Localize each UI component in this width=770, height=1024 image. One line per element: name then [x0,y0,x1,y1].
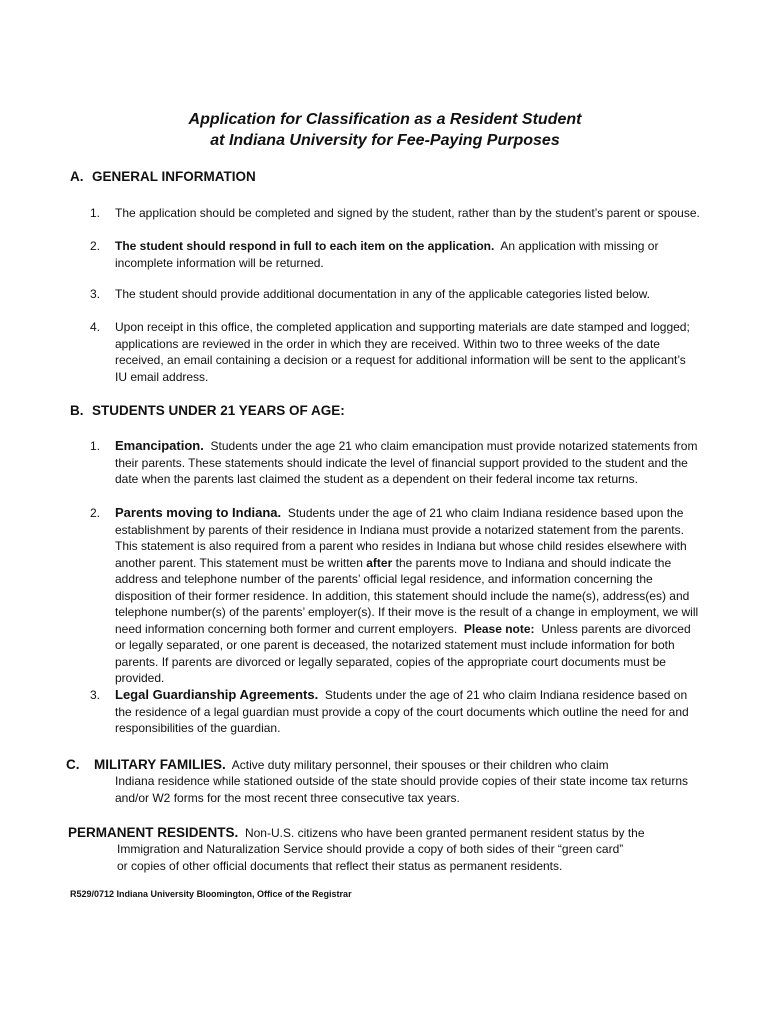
section-a-title: GENERAL INFORMATION [92,169,256,184]
section-c-line-2: Indiana residence while stationed outside of the state should provide copies of their state income tax returns [115,774,689,788]
section-b-heading [70,402,345,420]
item-lead: Legal Guardianship Agreements. [115,687,319,702]
section-a-item-1 [90,205,700,222]
document-title-line-1: Application for Classification as a Resident Student [188,111,582,128]
permanent-line-3: or copies of other official documents that reflect their status as permanent residents. [117,859,563,873]
item-text: The student should provide additional documentation in any of the applicable categories listed below. [115,287,651,301]
item-number: 1. [90,206,101,220]
section-c-letter: C. [66,757,80,772]
section-c-title: MILITARY FAMILIES. [94,757,226,772]
item-text: The application should be completed and signed by the student, rather than by the student’s parent or spouse. [115,206,700,220]
item-number: 3. [90,287,101,301]
item-text: Students under the age of 21 who claim Indiana residence based on the residence of a legal guardian must provide a copy of the court documents which outline the need for and responsibilities of the guardian. [115,688,689,735]
item-number: 1. [90,439,101,453]
item-lead: Emancipation. [115,438,204,453]
item-text: Unless parents are divorced or legally separated, or one parent is deceased, the notarized statement must include information for both parents. If parents are divorced or legally separated, copies of the appropriate court documents must be provided. [115,621,691,685]
section-a-letter: A. [70,169,84,184]
section-b-title: STUDENTS UNDER 21 YEARS OF AGE: [92,403,345,418]
document-title-line-2: at Indiana University for Fee-Paying Purposes [210,132,560,149]
item-text: Students under the age of 21 who claim Indiana residence based upon the establishment by parents of their residence in Indiana must provide a notarized statement from the parents. This statement is also required from a parent who resides in Indiana but whose child resides elsewhere with another parent. This statement must be written [115,506,687,570]
item-number: 4. [90,320,101,334]
section-c-heading [66,757,226,772]
section-a-heading [70,168,256,186]
form-footer: R529/0712 Indiana University Bloomington, Office of the Registrar [70,889,352,899]
item-text: the parents move to Indiana and should indicate the address and telephone number of the parents’ official legal residence, and information concerning the disposition of their former residence. In addition, this statement should include the name(s), address(es) and telephone number(s) of the parents’ employer(s). If their move is the result of a change in employment, we will need information concerning both former and current employers. [115,555,699,636]
item-bold-word: after [366,555,393,570]
note-label: Please note: [463,621,535,636]
section-c-line-1 [66,756,706,774]
item-text: An application with missing or incomplete information will be returned. [115,239,659,270]
section-b-letter: B. [70,403,84,418]
item-text: Students under the age 21 who claim emancipation must provide notarized statements from their parents. These statements should indicate the level of financial support provided to the student and the date when the parents last claimed the student as a dependent on their federal income tax returns. [115,439,698,486]
section-a-item-3 [90,286,700,303]
section-b-item-1 [90,438,700,488]
item-bold-text: The student should respond in full to each item on the application. [115,239,495,253]
item-lead: Parents moving to Indiana. [115,505,282,520]
section-c-line-3: and/or W2 forms for the most recent three consecutive tax years. [115,791,460,805]
item-number: 2. [90,506,101,520]
section-a-item-4 [90,319,700,385]
item-text: Upon receipt in this office, the completed application and supporting materials are date stamped and logged; applications are reviewed in the order in which they are received. Within two to three weeks of the date received, an email containing a decision or a request for additional information will be sent to the applicant’s IU email address. [115,320,690,384]
section-a-item-2 [90,238,700,271]
section-b-item-2 [90,505,700,687]
item-number: 3. [90,688,101,702]
permanent-heading: PERMANENT RESIDENTS. [68,825,239,840]
permanent-text: Non-U.S. citizens who have been granted permanent resident status by the [244,826,645,840]
section-b-item-3 [90,687,700,737]
permanent-line-1 [68,824,708,842]
item-number: 2. [90,239,101,253]
section-c-text: Active duty military personnel, their spouses or their children who claim [231,758,609,772]
permanent-line-2: Immigration and Naturalization Service should provide a copy of both sides of their “green card” [117,842,624,856]
